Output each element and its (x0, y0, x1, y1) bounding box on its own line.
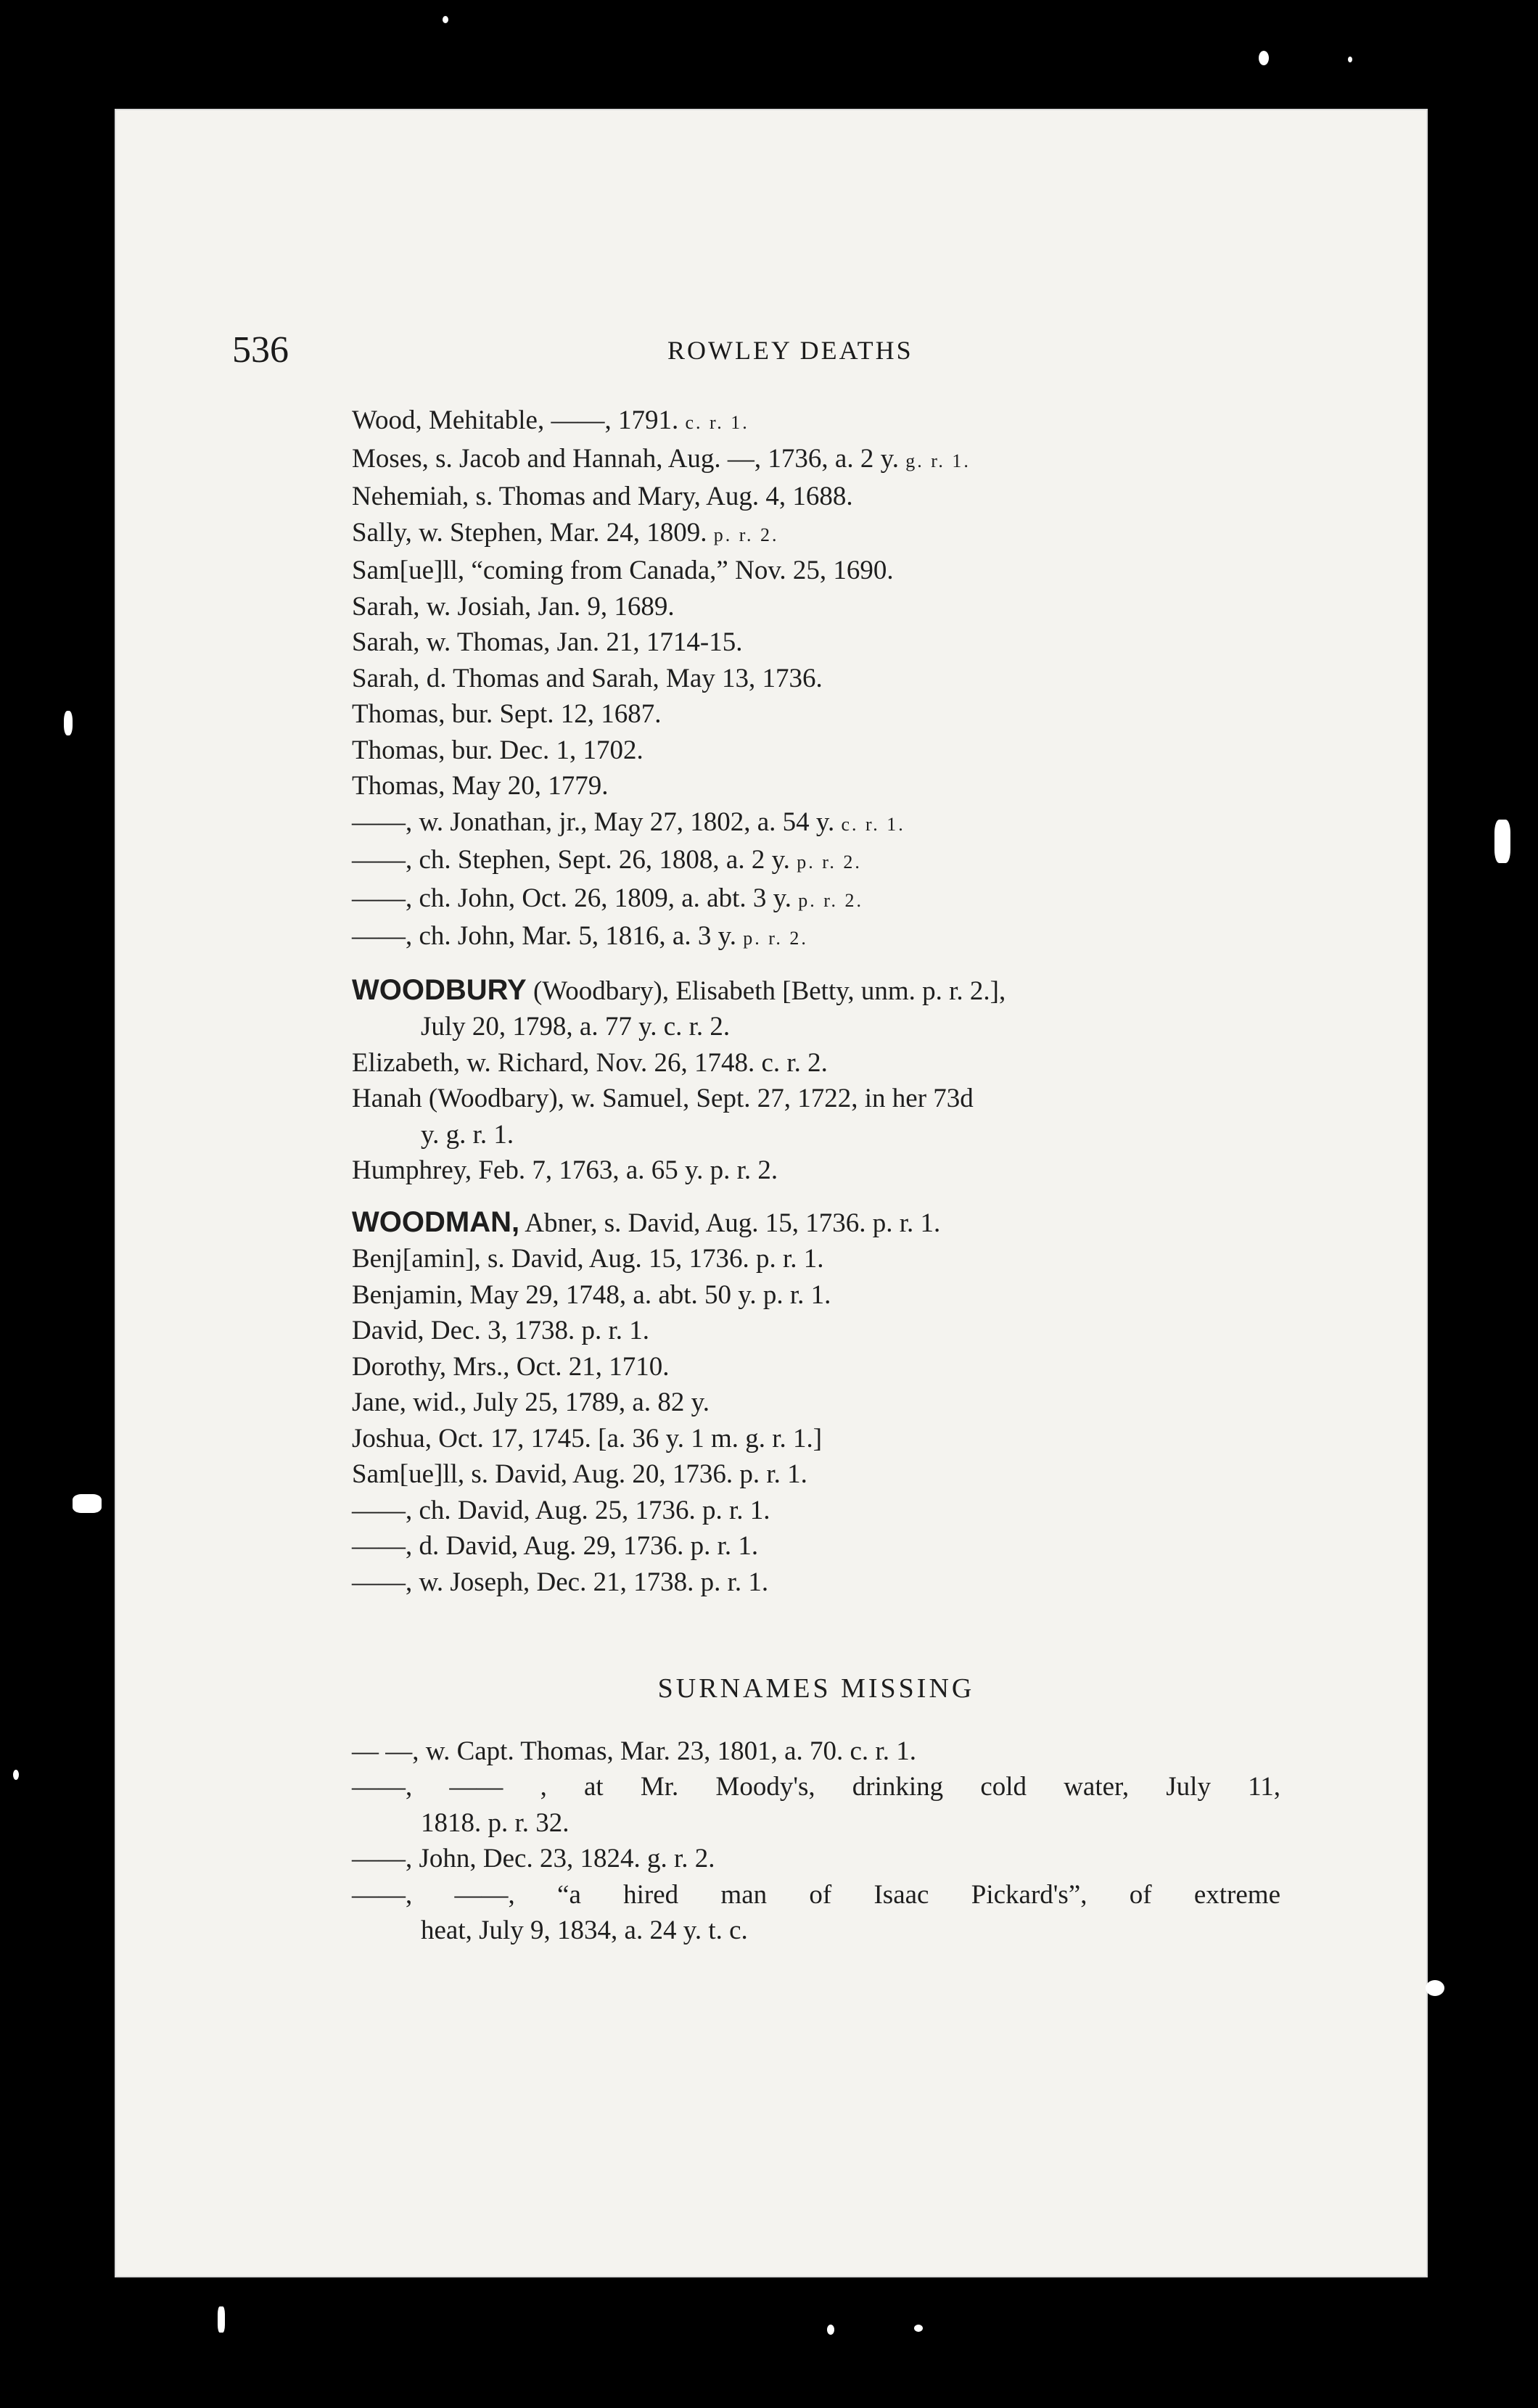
woodbury-entries (352, 973, 1280, 1189)
record-entry: Sam[ue]ll, “coming from Canada,” Nov. 25, 1690. (352, 556, 894, 585)
record-entry: ——, ch. Stephen, Sept. 26, 1808, a. 2 y. p. r. 2. (352, 845, 862, 875)
record-entry: Joshua, Oct. 17, 1745. [a. 36 y. 1 m. g. r. 1.] (352, 1423, 823, 1454)
surname-heading: WOODBURY (352, 973, 527, 1006)
scan-speck (1348, 57, 1352, 62)
record-entry: WOODMAN, Abner, s. David, Aug. 15, 1736. p. r. 1. (352, 1205, 941, 1238)
surname-heading: WOODMAN, (352, 1205, 520, 1238)
record-entry: Moses, s. Jacob and Hannah, Aug. —, 1736, a. 2 y. g. r. 1. (352, 443, 971, 474)
record-entry: Benjamin, May 29, 1748, a. abt. 50 y. p. r. 1. (352, 1279, 831, 1310)
record-entry-continued: heat, July 9, 1834, a. 24 y. t. c. (421, 1916, 748, 1945)
record-entry-continued: 1818. p. r. 32. (421, 1807, 569, 1838)
record-entry: WOODBURY (Woodbary), Elisabeth [Betty, unm. p. r. 2.], (352, 973, 1006, 1006)
record-entry-continued: y. g. r. 1. (421, 1119, 514, 1150)
missing-surname-entries (352, 1733, 1280, 1949)
section-title: SURNAMES MISSING (657, 1673, 975, 1704)
record-entry: Dorothy, Mrs., Oct. 21, 1710. (352, 1351, 670, 1382)
scan-speck (443, 16, 448, 23)
record-entry: Thomas, bur. Sept. 12, 1687. (352, 699, 662, 729)
record-entry: Elizabeth, w. Richard, Nov. 26, 1748. c. r. 2. (352, 1047, 828, 1078)
record-entry: Sarah, w. Thomas, Jan. 21, 1714-15. (352, 627, 743, 657)
record-entry: Wood, Mehitable, ——, 1791. c. r. 1. (352, 405, 749, 435)
record-entry: ——, w. Jonathan, jr., May 27, 1802, a. 54 y. c. r. 1. (352, 807, 905, 837)
scan-speck (73, 1494, 102, 1513)
record-entry: ——, ——, “a hired man of Isaac Pickard's”, of extreme (352, 1879, 1280, 1910)
record-entry: — —, w. Capt. Thomas, Mar. 23, 1801, a. 70. c. r. 1. (352, 1736, 916, 1766)
scan-speck (914, 2325, 923, 2332)
scan-speck (218, 2306, 225, 2333)
record-entry: ——, —— , at Mr. Moody's, drinking cold water, July 11, (352, 1772, 1280, 1802)
running-head: ROWLEY DEATHS (667, 336, 913, 365)
record-entry: Hanah (Woodbary), w. Samuel, Sept. 27, 1722, in her 73d (352, 1084, 974, 1113)
record-entry: ——, ch. David, Aug. 25, 1736. p. r. 1. (352, 1495, 770, 1525)
page-number: 536 (232, 329, 289, 371)
scan-speck (1494, 820, 1510, 863)
scan-speck (13, 1770, 19, 1780)
woodman-entries (352, 1205, 1280, 1601)
scan-speck (1259, 51, 1269, 65)
record-entry: Benj[amin], s. David, Aug. 15, 1736. p. r. 1. (352, 1244, 824, 1274)
scan-speck (1426, 1980, 1444, 1996)
record-entry: Sam[ue]ll, s. David, Aug. 20, 1736. p. r. 1. (352, 1459, 807, 1489)
record-entry: ——, w. Joseph, Dec. 21, 1738. p. r. 1. (352, 1567, 769, 1597)
record-entry-continued: July 20, 1798, a. 77 y. c. r. 2. (421, 1012, 731, 1042)
record-entry: ——, ch. John, Mar. 5, 1816, a. 3 y. p. r. 2. (352, 921, 808, 951)
page-content (352, 403, 1280, 1949)
record-entry: Jane, wid., July 25, 1789, a. 82 y. (352, 1388, 710, 1417)
record-entry: Sally, w. Stephen, Mar. 24, 1809. p. r. 2. (352, 517, 779, 548)
record-entry: ——, John, Dec. 23, 1824. g. r. 2. (352, 1844, 715, 1873)
wood-entries (352, 403, 1280, 957)
record-entry: Sarah, w. Josiah, Jan. 9, 1689. (352, 591, 675, 622)
record-entry: Nehemiah, s. Thomas and Mary, Aug. 4, 1688. (352, 482, 853, 511)
record-entry: ——, d. David, Aug. 29, 1736. p. r. 1. (352, 1531, 759, 1561)
record-entry: Humphrey, Feb. 7, 1763, a. 65 y. p. r. 2. (352, 1155, 778, 1185)
record-entry: Thomas, May 20, 1779. (352, 771, 609, 801)
scan-speck (827, 2325, 834, 2335)
record-entry: Sarah, d. Thomas and Sarah, May 13, 1736. (352, 663, 823, 693)
record-entry: David, Dec. 3, 1738. p. r. 1. (352, 1316, 650, 1345)
record-entry: ——, ch. John, Oct. 26, 1809, a. abt. 3 y. p. r. 2. (352, 883, 863, 913)
record-entry: Thomas, bur. Dec. 1, 1702. (352, 735, 643, 765)
scan-speck (64, 711, 73, 735)
